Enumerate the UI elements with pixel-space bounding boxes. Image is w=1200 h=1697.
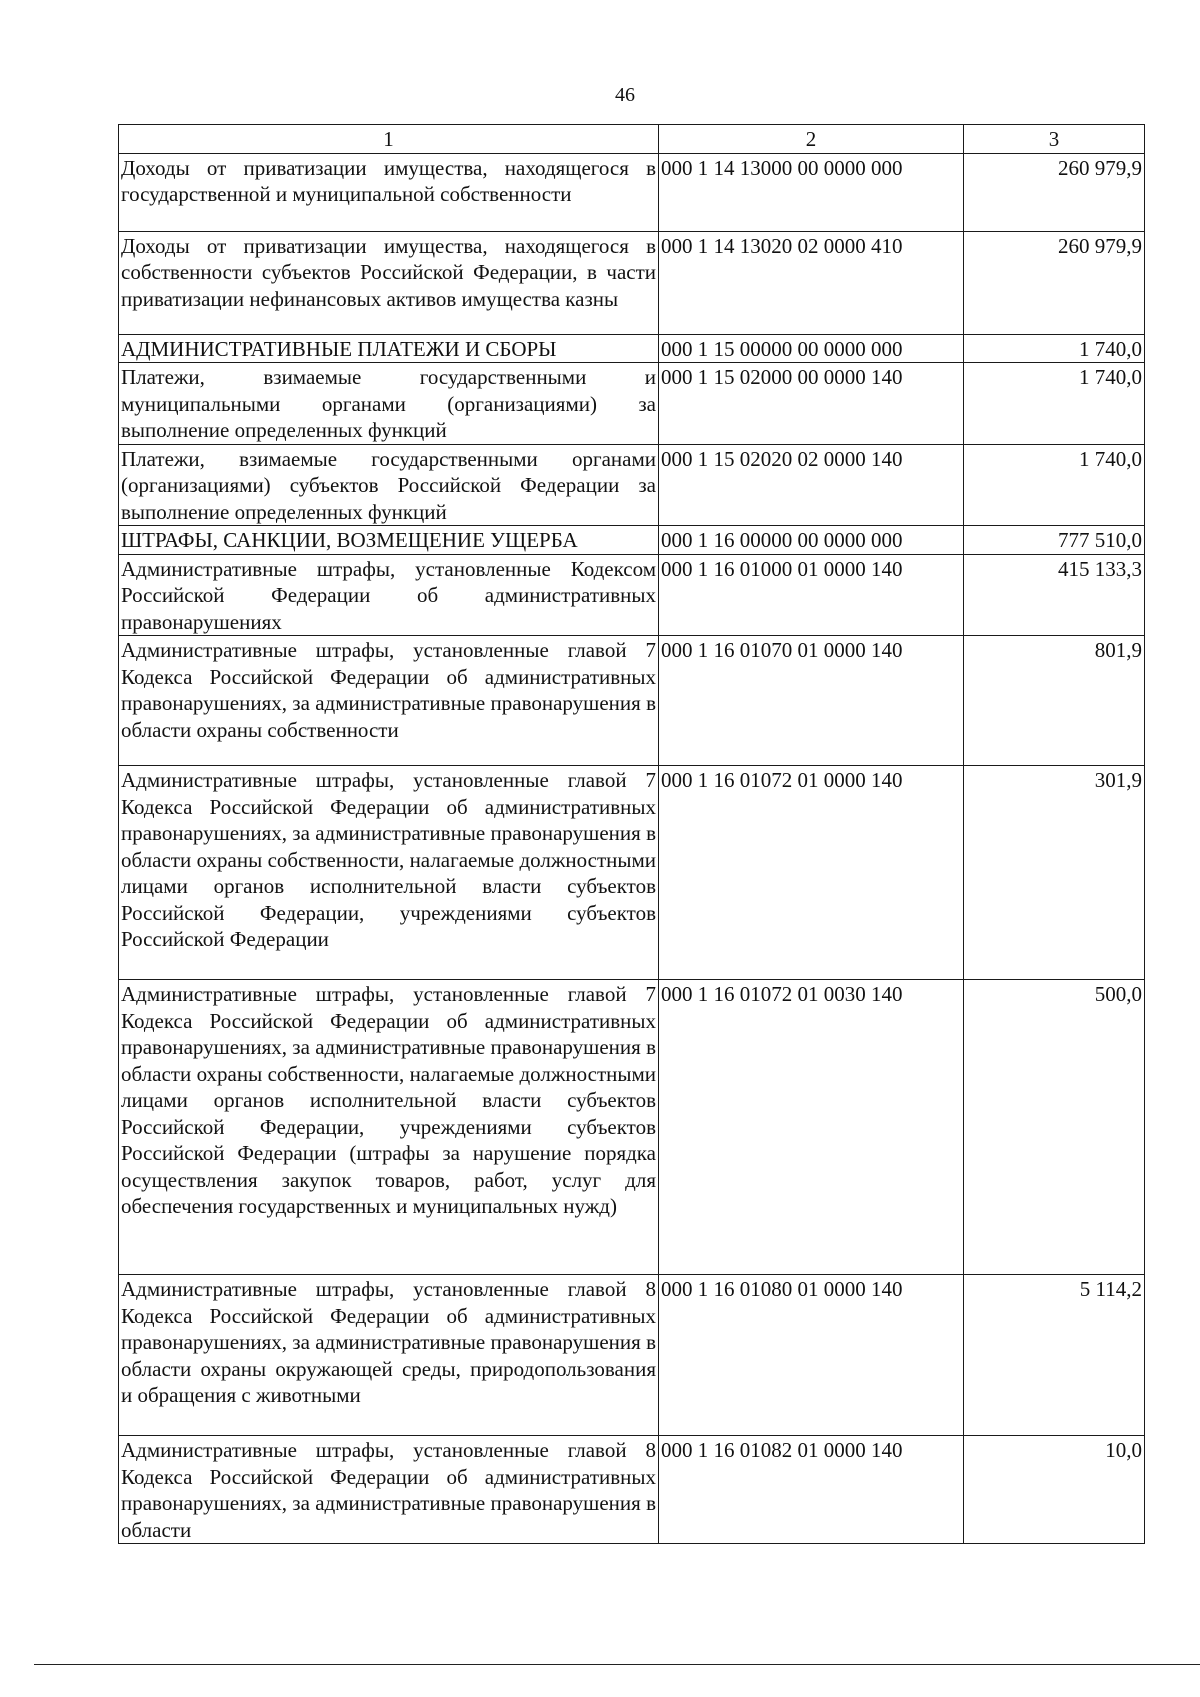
row-name: Доходы от приватизации имущества, находящегося в собственности субъектов Российской Федерации, в части приватизации нефинансовых активов имущества казны <box>119 231 659 334</box>
table-row <box>119 363 1145 445</box>
table-row <box>119 334 1145 363</box>
table-row <box>119 554 1145 636</box>
row-amount: 801,9 <box>964 636 1145 766</box>
row-code: 000 1 16 01072 01 0000 140 <box>659 766 964 980</box>
table-row <box>119 1436 1145 1544</box>
table-row <box>119 980 1145 1275</box>
row-amount: 415 133,3 <box>964 554 1145 636</box>
row-code: 000 1 16 01082 01 0000 140 <box>659 1436 964 1544</box>
row-amount: 1 740,0 <box>964 334 1145 363</box>
row-name: Доходы от приватизации имущества, находящегося в государственной и муниципальной собственности <box>119 153 659 231</box>
row-name: Административные штрафы, установленные главой 8 Кодекса Российской Федерации об административных правонарушениях, за административные правонарушения в области охраны окружающей среды, природопользования и обращения с животными <box>119 1275 659 1436</box>
row-amount: 1 740,0 <box>964 363 1145 445</box>
table-header-row <box>119 125 1145 154</box>
row-code: 000 1 16 01072 01 0030 140 <box>659 980 964 1275</box>
row-code: 000 1 15 02020 02 0000 140 <box>659 444 964 526</box>
row-code: 000 1 16 01080 01 0000 140 <box>659 1275 964 1436</box>
row-amount: 777 510,0 <box>964 526 1145 555</box>
row-code: 000 1 16 01000 01 0000 140 <box>659 554 964 636</box>
row-name: Административные штрафы, установленные главой 7 Кодекса Российской Федерации об административных правонарушениях, за административные правонарушения в области охраны собственности, налагаемые должностными лицами органов исполнительной власти субъектов Российской Федерации, учреждениями субъектов Российской Федерации (штрафы за нарушение порядка осуществления закупок товаров, работ, услуг для обеспечения государственных и муниципальных нужд) <box>119 980 659 1275</box>
row-amount: 10,0 <box>964 1436 1145 1544</box>
row-code: 000 1 14 13020 02 0000 410 <box>659 231 964 334</box>
row-name: Административные штрафы, установленные главой 8 Кодекса Российской Федерации об административных правонарушениях, за административные правонарушения в области <box>119 1436 659 1544</box>
row-amount: 260 979,9 <box>964 231 1145 334</box>
row-code: 000 1 15 00000 00 0000 000 <box>659 334 964 363</box>
row-code: 000 1 15 02000 00 0000 140 <box>659 363 964 445</box>
row-name: Платежи, взимаемые государственными органами (организациями) субъектов Российской Федерации за выполнение определенных функций <box>119 444 659 526</box>
row-name: Административные штрафы, установленные главой 7 Кодекса Российской Федерации об административных правонарушениях, за административные правонарушения в области охраны собственности, налагаемые должностными лицами органов исполнительной власти субъектов Российской Федерации, учреждениями субъектов Российской Федерации <box>119 766 659 980</box>
table-row <box>119 636 1145 766</box>
table-row <box>119 766 1145 980</box>
table-row <box>119 231 1145 334</box>
revenue-table <box>118 124 1145 1544</box>
row-name: ШТРАФЫ, САНКЦИИ, ВОЗМЕЩЕНИЕ УЩЕРБА <box>119 526 659 555</box>
row-name: АДМИНИСТРАТИВНЫЕ ПЛАТЕЖИ И СБОРЫ <box>119 334 659 363</box>
page-number: 46 <box>615 84 635 106</box>
row-amount: 260 979,9 <box>964 153 1145 231</box>
row-name: Административные штрафы, установленные Кодексом Российской Федерации об административных правонарушениях <box>119 554 659 636</box>
row-amount: 5 114,2 <box>964 1275 1145 1436</box>
row-name: Административные штрафы, установленные главой 7 Кодекса Российской Федерации об административных правонарушениях, за административные правонарушения в области охраны собственности <box>119 636 659 766</box>
row-amount: 500,0 <box>964 980 1145 1275</box>
table-row <box>119 153 1145 231</box>
table-row <box>119 444 1145 526</box>
row-name: Платежи, взимаемые государственными и муниципальными органами (организациями) за выполнение определенных функций <box>119 363 659 445</box>
row-code: 000 1 16 01070 01 0000 140 <box>659 636 964 766</box>
row-amount: 1 740,0 <box>964 444 1145 526</box>
row-code: 000 1 16 00000 00 0000 000 <box>659 526 964 555</box>
table-row <box>119 526 1145 555</box>
row-code: 000 1 14 13000 00 0000 000 <box>659 153 964 231</box>
column-header-2: 2 <box>659 125 964 154</box>
column-header-3: 3 <box>964 125 1145 154</box>
footer-rule <box>34 1664 1200 1665</box>
row-amount: 301,9 <box>964 766 1145 980</box>
column-header-1: 1 <box>119 125 659 154</box>
table-row <box>119 1275 1145 1436</box>
